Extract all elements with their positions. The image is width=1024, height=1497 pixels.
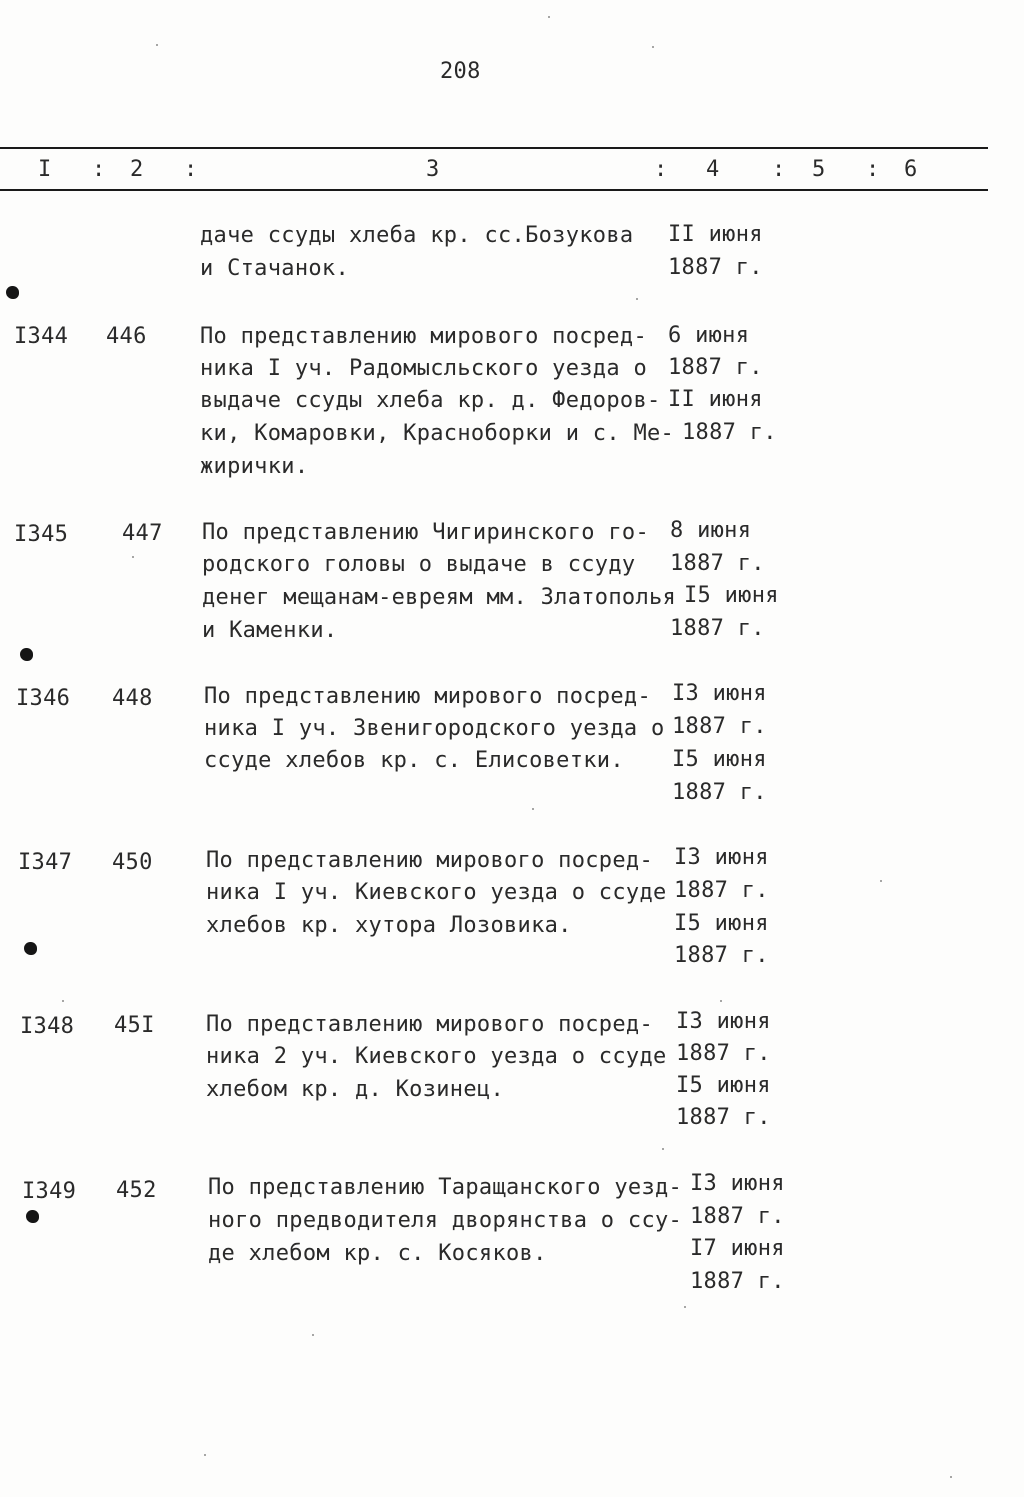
punch-hole: [26, 1210, 39, 1223]
entry-number: I344: [14, 324, 69, 349]
scan-speck: [684, 1306, 686, 1308]
entry-number: I349: [22, 1179, 77, 1204]
date-line: I3 июня: [674, 845, 769, 870]
date-line: 1887 г.: [670, 616, 765, 641]
description-line: ника I уч. Киевского уезда о ссуде: [206, 880, 667, 905]
entry-number: I347: [18, 850, 73, 875]
punch-hole: [20, 648, 33, 661]
case-number: 452: [116, 1178, 157, 1203]
scan-speck: [132, 556, 134, 558]
description-line: ника 2 уч. Киевского уезда о ссуде: [206, 1044, 667, 1069]
entry-number: I345: [14, 522, 69, 547]
description-line: денег мещанам-евреям мм. Златополья: [202, 585, 677, 610]
description-line: ника I уч. Звенигородского уезда о: [204, 716, 665, 741]
date-line: 1887 г.: [668, 355, 763, 380]
scan-speck: [532, 808, 534, 810]
punch-hole: [24, 942, 37, 955]
table-header-row: [0, 154, 988, 186]
date-line: 1887 г.: [682, 420, 777, 445]
page-number: 208: [440, 59, 481, 84]
description-line: По представлению мирового посред-: [206, 1012, 653, 1037]
entry-number: I348: [20, 1014, 75, 1039]
description-line: выдаче ссуды хлеба кр. д. Федоров-: [200, 388, 661, 413]
description-line: хлебов кр. хутора Лозовика.: [206, 913, 572, 938]
date-line: 1887 г.: [690, 1204, 785, 1229]
scan-speck: [548, 16, 550, 18]
header-sep: :: [184, 157, 198, 182]
date-line: 1887 г.: [676, 1041, 771, 1066]
description-line: де хлебом кр. с. Косяков.: [208, 1241, 547, 1266]
case-number: 450: [112, 850, 153, 875]
scan-speck: [720, 1000, 722, 1002]
date-line: I3 июня: [676, 1009, 771, 1034]
scan-speck: [204, 1454, 206, 1456]
description-line: жирички.: [200, 454, 309, 479]
table-header-top-rule: [0, 147, 988, 149]
punch-hole: [6, 286, 19, 299]
header-col-4: 4: [706, 157, 720, 182]
header-sep: :: [92, 157, 106, 182]
scan-speck: [62, 1000, 64, 1002]
description-line: ки, Комаровки, Красноборки и с. Ме-: [200, 421, 675, 446]
description-line: По представлению Таращанского уезд-: [208, 1175, 683, 1200]
description-line: ного предводителя дворянства о ссу-: [208, 1208, 683, 1233]
table-header-bottom-rule: [0, 189, 988, 191]
case-number: 45I: [114, 1013, 155, 1038]
scan-speck: [156, 44, 158, 46]
scan-speck: [312, 1334, 314, 1336]
date-line: II июня: [668, 222, 763, 247]
date-line: I5 июня: [674, 911, 769, 936]
date-line: 1887 г.: [674, 878, 769, 903]
date-line: 1887 г.: [672, 780, 767, 805]
date-line: 1887 г.: [672, 714, 767, 739]
date-line: 1887 г.: [676, 1105, 771, 1130]
case-number: 448: [112, 686, 153, 711]
date-line: 6 июня: [668, 323, 750, 348]
date-line: I3 июня: [690, 1171, 785, 1196]
description-line: хлебом кр. д. Козинец.: [206, 1077, 504, 1102]
description-line: По представлению мирового посред-: [204, 684, 651, 709]
description-line: родского головы о выдаче в ссуду: [202, 552, 636, 577]
date-line: 1887 г.: [670, 551, 765, 576]
scan-speck: [880, 880, 882, 882]
header-col-2: 2: [130, 157, 144, 182]
description-line: и Стачанок.: [200, 256, 349, 281]
header-col-6: 6: [904, 157, 918, 182]
header-sep: :: [866, 157, 880, 182]
date-line: 8 июня: [670, 518, 752, 543]
scan-speck: [652, 46, 654, 48]
scan-speck: [950, 1476, 952, 1478]
date-line: I5 июня: [676, 1073, 771, 1098]
description-line: ника I уч. Радомысльского уезда о: [200, 356, 647, 381]
header-col-5: 5: [812, 157, 826, 182]
entry-number: I346: [16, 686, 71, 711]
date-line: I3 июня: [672, 681, 767, 706]
date-line: I5 июня: [684, 583, 779, 608]
case-number: 447: [122, 521, 163, 546]
header-sep: :: [654, 157, 668, 182]
header-col-1: I: [38, 157, 52, 182]
description-line: и Каменки.: [202, 618, 338, 643]
description-line: даче ссуды хлеба кр. сс.Бозукова: [200, 223, 634, 248]
date-line: I5 июня: [672, 747, 767, 772]
date-line: 1887 г.: [690, 1269, 785, 1294]
date-line: 1887 г.: [674, 943, 769, 968]
scan-speck: [636, 298, 638, 300]
date-line: 1887 г.: [668, 255, 763, 280]
description-line: ссуде хлебов кр. с. Елисоветки.: [204, 748, 624, 773]
description-line: По представлению Чигиринского го-: [202, 520, 649, 545]
date-line: I7 июня: [690, 1236, 785, 1261]
description-line: По представлению мирового посред-: [206, 848, 653, 873]
header-col-3: 3: [426, 157, 440, 182]
date-line: II июня: [668, 387, 763, 412]
header-sep: :: [772, 157, 786, 182]
description-line: По представлению мирового посред-: [200, 324, 647, 349]
scan-speck: [662, 1148, 664, 1150]
case-number: 446: [106, 324, 147, 349]
